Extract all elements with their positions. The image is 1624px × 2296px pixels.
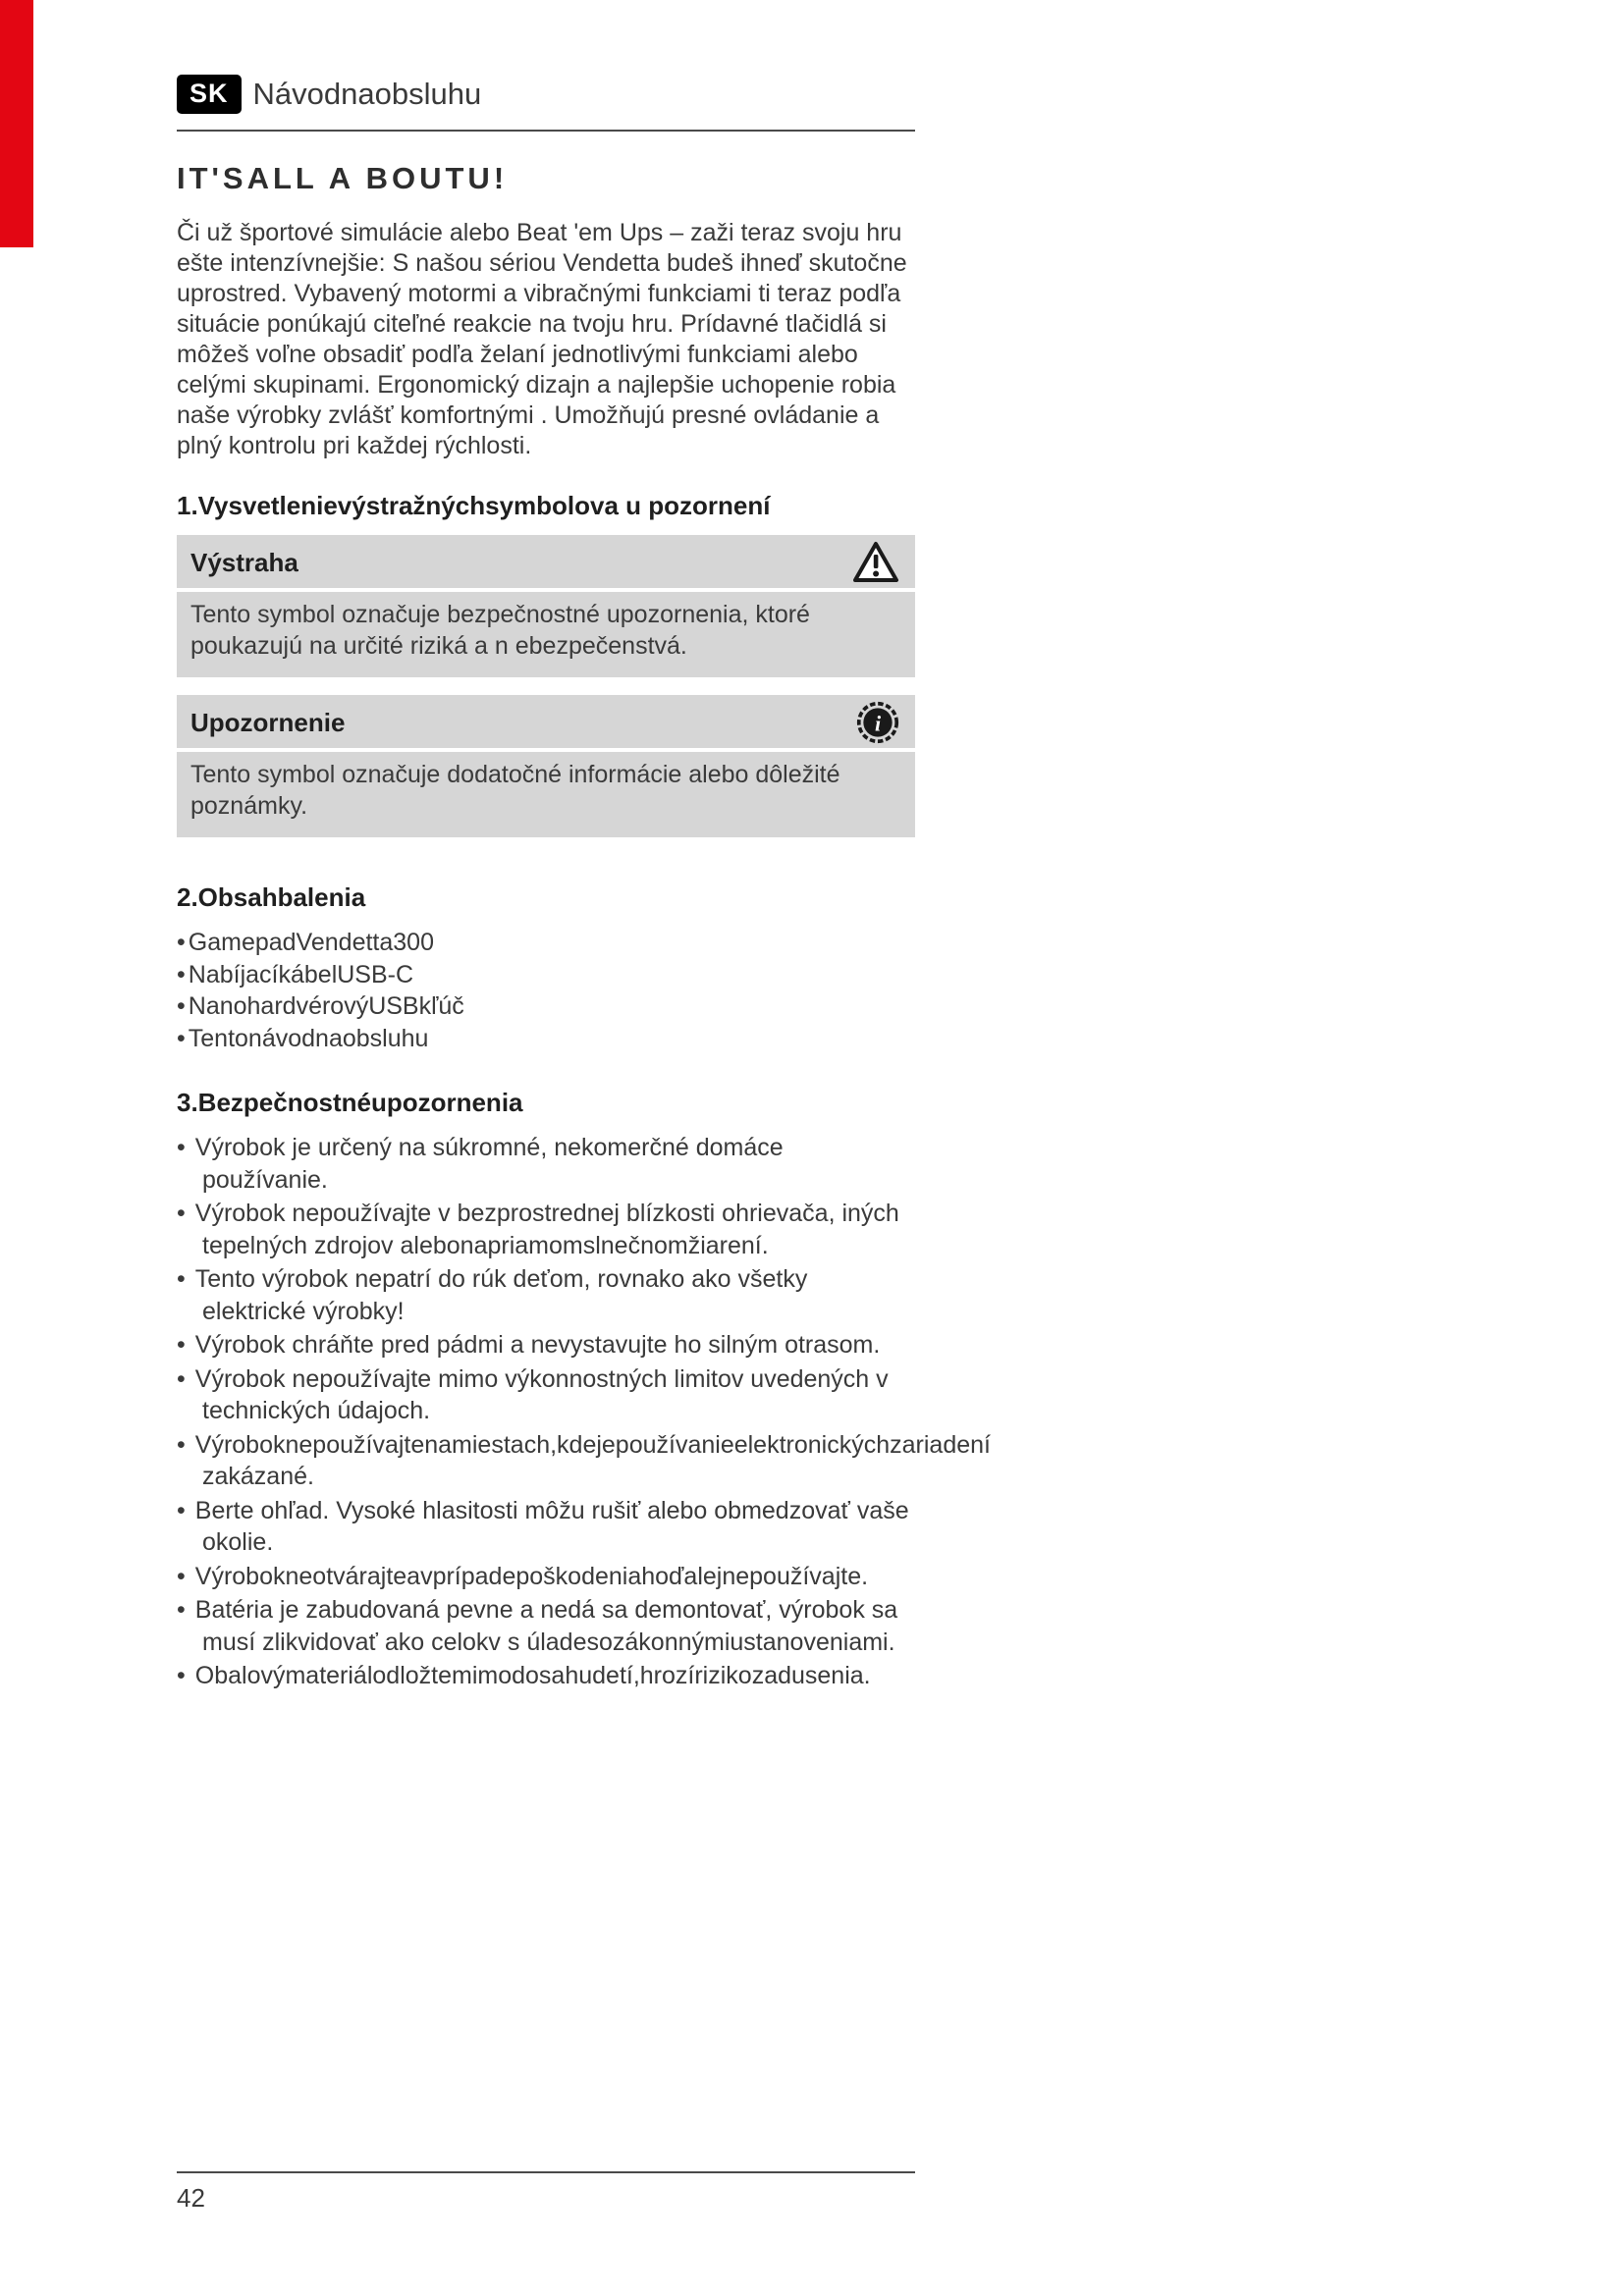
header-title: Návodnaobsluhu — [252, 77, 482, 111]
note-box-title-row — [177, 695, 915, 748]
footer-divider — [177, 2171, 915, 2173]
list-item: • Berte ohľad. Vysoké hlasitosti môžu rušiť alebo obmedzovať vaše okolie. — [177, 1495, 915, 1559]
list-item: • Batéria je zabudovaná pevne a nedá sa demontovať, výrobok sa musí zlikvidovať ako celokv s úladesozákonnýmiustanoveniami. — [177, 1594, 915, 1658]
list-item: • Výrobokneotvárajteavprípadepoškodeniahoďalejnepoužívajte. — [177, 1561, 915, 1593]
list-item: • Výrobok nepoužívajte mimo výkonnostných limitov uvedených v technických údajoch. — [177, 1363, 915, 1427]
list-item: • GamepadVendetta300 — [177, 927, 915, 959]
warning-box-title: Výstraha — [190, 547, 298, 577]
section1-heading: 1.Vysvetlenievýstražnýchsymbolova u pozornení — [177, 491, 771, 520]
list-item: • NanohardvérovýUSBkľúč — [177, 990, 915, 1023]
warning-triangle-icon — [852, 541, 899, 584]
list-item: • Výrobok nepoužívajte v bezprostrednej blízkosti ohrievača, iných tepelných zdrojov alebonapriamomslnečnomžiarení. — [177, 1198, 915, 1261]
page-edge-color-strip — [0, 0, 33, 247]
warning-box-title-row — [177, 535, 915, 588]
section3-heading: 3.Bezpečnostnéupozornenia — [177, 1088, 523, 1117]
header-divider — [177, 130, 915, 132]
page-header — [177, 75, 481, 114]
safety-notes-list — [177, 1132, 991, 1692]
note-box-title: Upozornenie — [190, 707, 346, 737]
document-title: IT'SALL A BOUTU! — [177, 161, 509, 195]
page-number: 42 — [177, 2183, 205, 2213]
svg-text:i: i — [874, 711, 882, 736]
intro-paragraph: Či už športové simulácie alebo Beat 'em Ups – zaži teraz svoju hru ešte intenzívnejšie: S našou sériou Vendetta budeš ihneď skutočne uprostred. Vybavený motormi a vibračnými funkciami ti teraz podľa situácie ponúkajú citeľné reakcie na tvoju hru. Prídavné tlačidlá si môžeš voľne obsadiť podľa želaní jednotlivými funkciami alebo celými skupinami. Ergonomický dizajn a najlepšie uchopenie robia naše výrobky zvlášť komfortnými . Umožňujú presné ovládanie a plný kontrolu pri každej rýchlosti. — [177, 219, 907, 459]
list-item: • Výrobok je určený na súkromné, nekomerčné domáce používanie. — [177, 1132, 915, 1196]
package-contents-list — [177, 927, 915, 1054]
language-badge: SK — [177, 75, 242, 114]
list-item: • Výrobok chráňte pred pádmi a nevystavujte ho silným otrasom. — [177, 1329, 915, 1362]
list-item: • Tentonávodnaobsluhu — [177, 1023, 915, 1055]
note-box-text: Tento symbol označuje dodatočné informácie alebo dôležité poznámky. — [177, 752, 915, 837]
list-item: • Obalovýmateriálodložtemimodosahudetí,hrozírizikozadusenia. — [177, 1660, 915, 1692]
warning-box-text: Tento symbol označuje bezpečnostné upozornenia, ktoré poukazujú na určité riziká a n ebezpečenstvá. — [177, 592, 915, 677]
page-content — [177, 149, 991, 1694]
warning-box — [177, 535, 915, 677]
list-item: • Výroboknepoužívajtenamiestach,kdejepoužívanieelektronickýchzariadení zakázané. — [177, 1429, 915, 1493]
list-item: • NabíjacíkábelUSB-C — [177, 959, 915, 991]
note-box — [177, 695, 915, 837]
section2-heading: 2.Obsahbalenia — [177, 882, 366, 912]
list-item: • Tento výrobok nepatrí do rúk deťom, rovnako ako všetky elektrické výrobky! — [177, 1263, 915, 1327]
info-icon — [856, 701, 899, 744]
